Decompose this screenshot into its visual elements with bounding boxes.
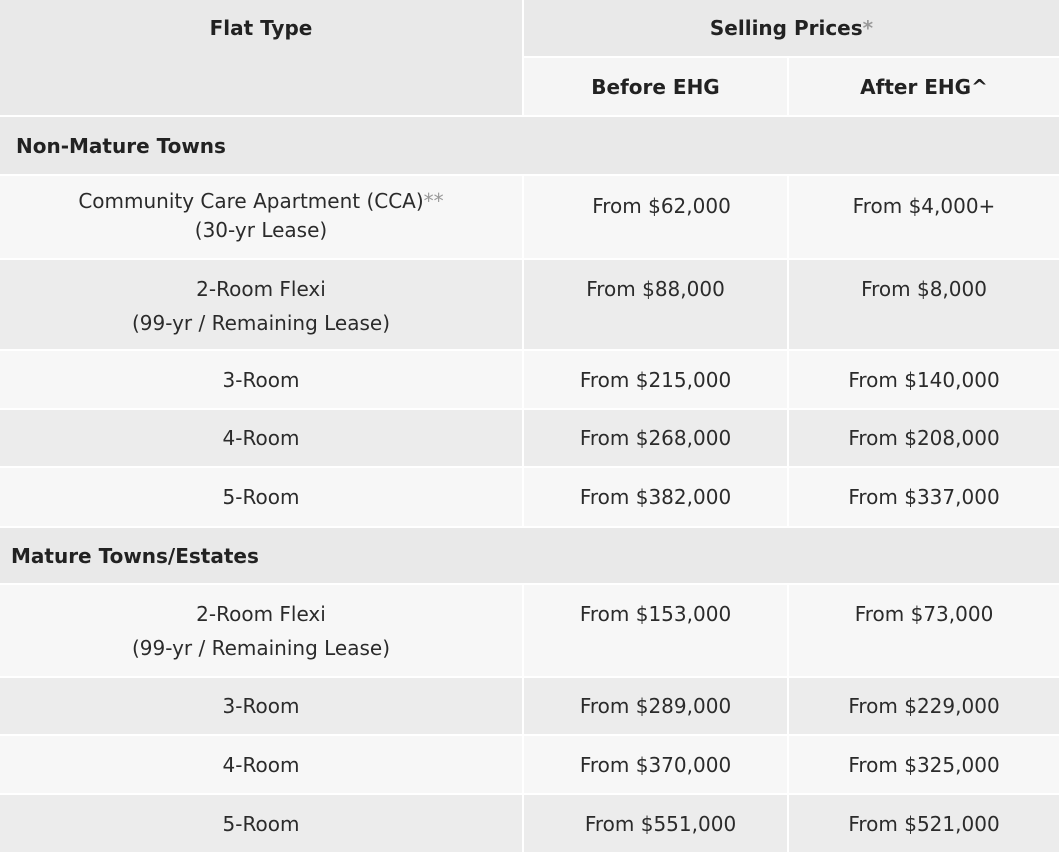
- price-before-ehg: From $551,000: [523, 794, 788, 852]
- flat-type-cell: [0, 259, 523, 350]
- price-before-ehg: From $153,000: [523, 584, 788, 677]
- flat-type-name: 2-Room Flexi: [196, 277, 326, 301]
- price-after-ehg: From $521,000: [788, 794, 1059, 852]
- flat-type-name: 5-Room: [0, 794, 523, 852]
- flat-type-name: Community Care Apartment (CCA): [78, 189, 424, 213]
- flat-type-cell: [0, 584, 523, 677]
- section-title-non-mature: Non-Mature Towns: [0, 116, 1059, 175]
- flat-type-name: 4-Room: [0, 735, 523, 794]
- flat-type-lease: (30-yr Lease): [194, 218, 328, 242]
- price-before-ehg: From $370,000: [523, 735, 788, 794]
- flat-type-cell: [0, 175, 523, 259]
- header-selling-prices: [523, 0, 1059, 57]
- price-after-ehg: From $337,000: [788, 467, 1059, 527]
- price-before-ehg: From $215,000: [523, 350, 788, 409]
- flat-type-line: [0, 187, 522, 216]
- flat-type-name: 5-Room: [0, 467, 523, 527]
- header-after-ehg: After EHG^: [788, 57, 1059, 116]
- flat-type-name: 3-Room: [0, 350, 523, 409]
- flat-type-name: 4-Room: [0, 409, 523, 467]
- header-selling-prices-mark: *: [862, 16, 874, 40]
- header-flat-type: Flat Type: [0, 0, 523, 116]
- flat-type-name: 3-Room: [0, 677, 523, 735]
- header-selling-prices-label: Selling Prices: [709, 16, 863, 40]
- price-after-ehg: From $8,000: [788, 259, 1059, 350]
- price-after-ehg: From $73,000: [788, 584, 1059, 677]
- price-after-ehg: From $325,000: [788, 735, 1059, 794]
- price-before-ehg: From $382,000: [523, 467, 788, 527]
- price-before-ehg: From $268,000: [523, 409, 788, 467]
- flat-type-lease: (99-yr / Remaining Lease): [131, 311, 391, 335]
- flat-type-name: 2-Room Flexi: [196, 602, 326, 626]
- section-title-mature: Mature Towns/Estates: [0, 527, 1059, 584]
- flat-type-lease: (99-yr / Remaining Lease): [131, 636, 391, 660]
- price-after-ehg: From $4,000+: [788, 175, 1059, 259]
- price-after-ehg: From $140,000: [788, 350, 1059, 409]
- price-after-ehg: From $229,000: [788, 677, 1059, 735]
- price-after-ehg: From $208,000: [788, 409, 1059, 467]
- flat-type-footnote-mark: **: [423, 189, 444, 213]
- price-before-ehg: From $88,000: [523, 259, 788, 350]
- price-before-ehg: From $289,000: [523, 677, 788, 735]
- header-before-ehg: Before EHG: [523, 57, 788, 116]
- price-before-ehg: From $62,000: [523, 175, 788, 259]
